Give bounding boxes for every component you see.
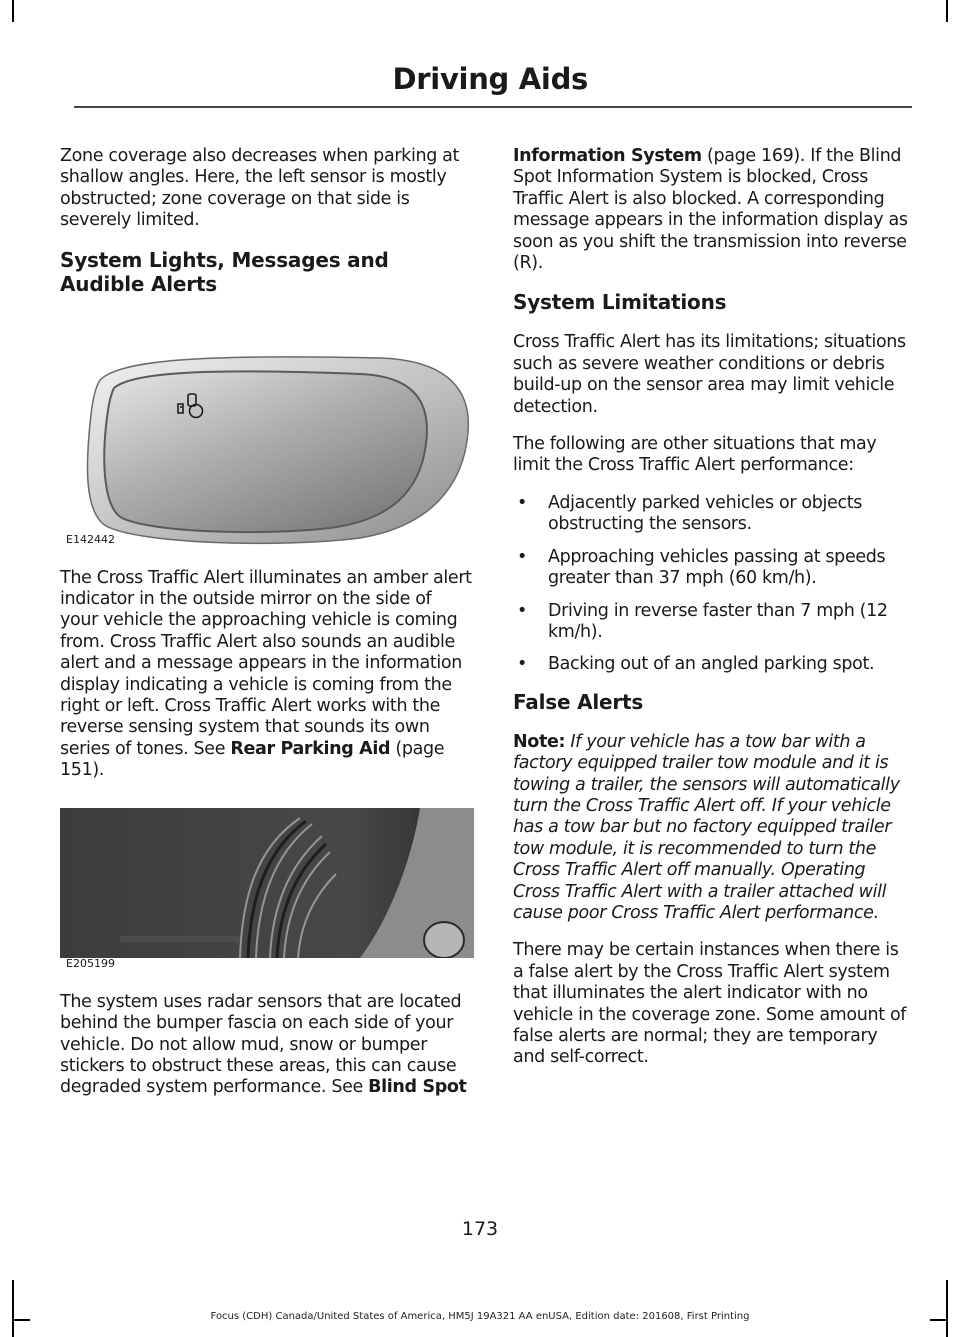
other-situations-paragraph: The following are other situations that may limit the Cross Traffic Alert performance: <box>513 434 877 476</box>
list-item: • Backing out of an angled parking spot. <box>517 654 875 675</box>
right-column <box>513 146 909 1085</box>
blind-spot-continuation-paragraph: Information System (page 169). If the Blind Spot Information System is blocked, Cross Traffic Alert is also blocked. A corresponding message appears in the information display as soon as you shift the transmission into reverse (R). <box>513 146 908 274</box>
figure-code-sensor: E205199 <box>66 956 115 970</box>
heading-system-lights: System Lights, Messages and Audible Alerts <box>60 247 389 296</box>
heading-false-alerts: False Alerts <box>513 689 644 714</box>
information-system-link[interactable]: Information System <box>513 146 702 166</box>
cross-traffic-alert-paragraph: The Cross Traffic Alert illuminates an amber alert indicator in the outside mirror on the side of your vehicle the approaching vehicle is coming from. Cross Traffic Alert also sounds an audible alert and a message appears in the information display indicating a vehicle is coming from the right or left. Cross Traffic Alert works with the reverse sensing system that sounds its own series of tones. See Rear Parking Aid (page 151). <box>60 567 472 781</box>
footer-edition-info: Focus (CDH) Canada/United States of America, HM5J 19A321 AA enUSA, Edition date: 201608, First Printing <box>210 1311 750 1322</box>
note-label: Note: <box>513 731 566 752</box>
page-number: 173 <box>461 1218 499 1240</box>
note-paragraph: Note: If your vehicle has a tow bar with a factory equipped trailer tow module and it is towing a trailer, the sensors will automatically turn the Cross Traffic Alert off. If your vehicle has a tow bar but no factory equipped trailer tow module, it is recommended to turn the Cross Traffic Alert off manually. Operating Cross Traffic Alert with a trailer attached will cause poor Cross Traffic Alert performance. <box>513 731 900 923</box>
sensor-figure <box>60 808 474 970</box>
figure-code-mirror: E142442 <box>66 532 115 546</box>
section-title: Driving Aids <box>392 62 588 96</box>
mirror-figure <box>60 314 474 546</box>
left-column <box>60 146 474 1115</box>
limitations-list <box>513 493 909 676</box>
false-alerts-paragraph: There may be certain instances when there is a false alert by the Cross Traffic Alert system that illuminates the alert indicator with no vehicle in the coverage zone. Some amount of false alerts are normal; they are temporary and self-correct. <box>513 940 907 1068</box>
rear-bumper-sensor-illustration <box>60 808 474 958</box>
list-item: • Driving in reverse faster than 7 mph (12 km/h). <box>517 600 888 642</box>
zone-coverage-paragraph: Zone coverage also decreases when parking at shallow angles. Here, the left sensor is mostly obstructed; zone coverage on that side is severely limited. <box>60 146 460 231</box>
limitations-paragraph: Cross Traffic Alert has its limitations; situations such as severe weather conditions or debris build-up on the sensor area may limit vehicle detection. <box>513 332 906 417</box>
radar-sensors-paragraph: The system uses radar sensors that are located behind the bumper fascia on each side of your vehicle. Do not allow mud, snow or bumper stickers to obstruct these areas, this can cause degraded system performance. See Blind Spot <box>60 991 467 1098</box>
side-mirror-illustration <box>60 314 474 546</box>
crop-mark-top-left <box>12 0 14 22</box>
blind-spot-link[interactable]: Blind Spot <box>368 1077 467 1098</box>
list-item: • Approaching vehicles passing at speeds greater than 37 mph (60 km/h). <box>517 546 886 589</box>
list-item: • Adjacently parked vehicles or objects obstructing the sensors. <box>517 492 863 535</box>
crop-mark-top-right <box>946 0 948 22</box>
crop-mark-bottom-right-v <box>946 1280 948 1337</box>
heading-system-limitations: System Limitations <box>513 290 727 315</box>
header-rule <box>74 106 912 108</box>
crop-mark-bottom-left-v <box>12 1280 14 1337</box>
rear-parking-aid-link[interactable]: Rear Parking Aid <box>230 738 391 759</box>
